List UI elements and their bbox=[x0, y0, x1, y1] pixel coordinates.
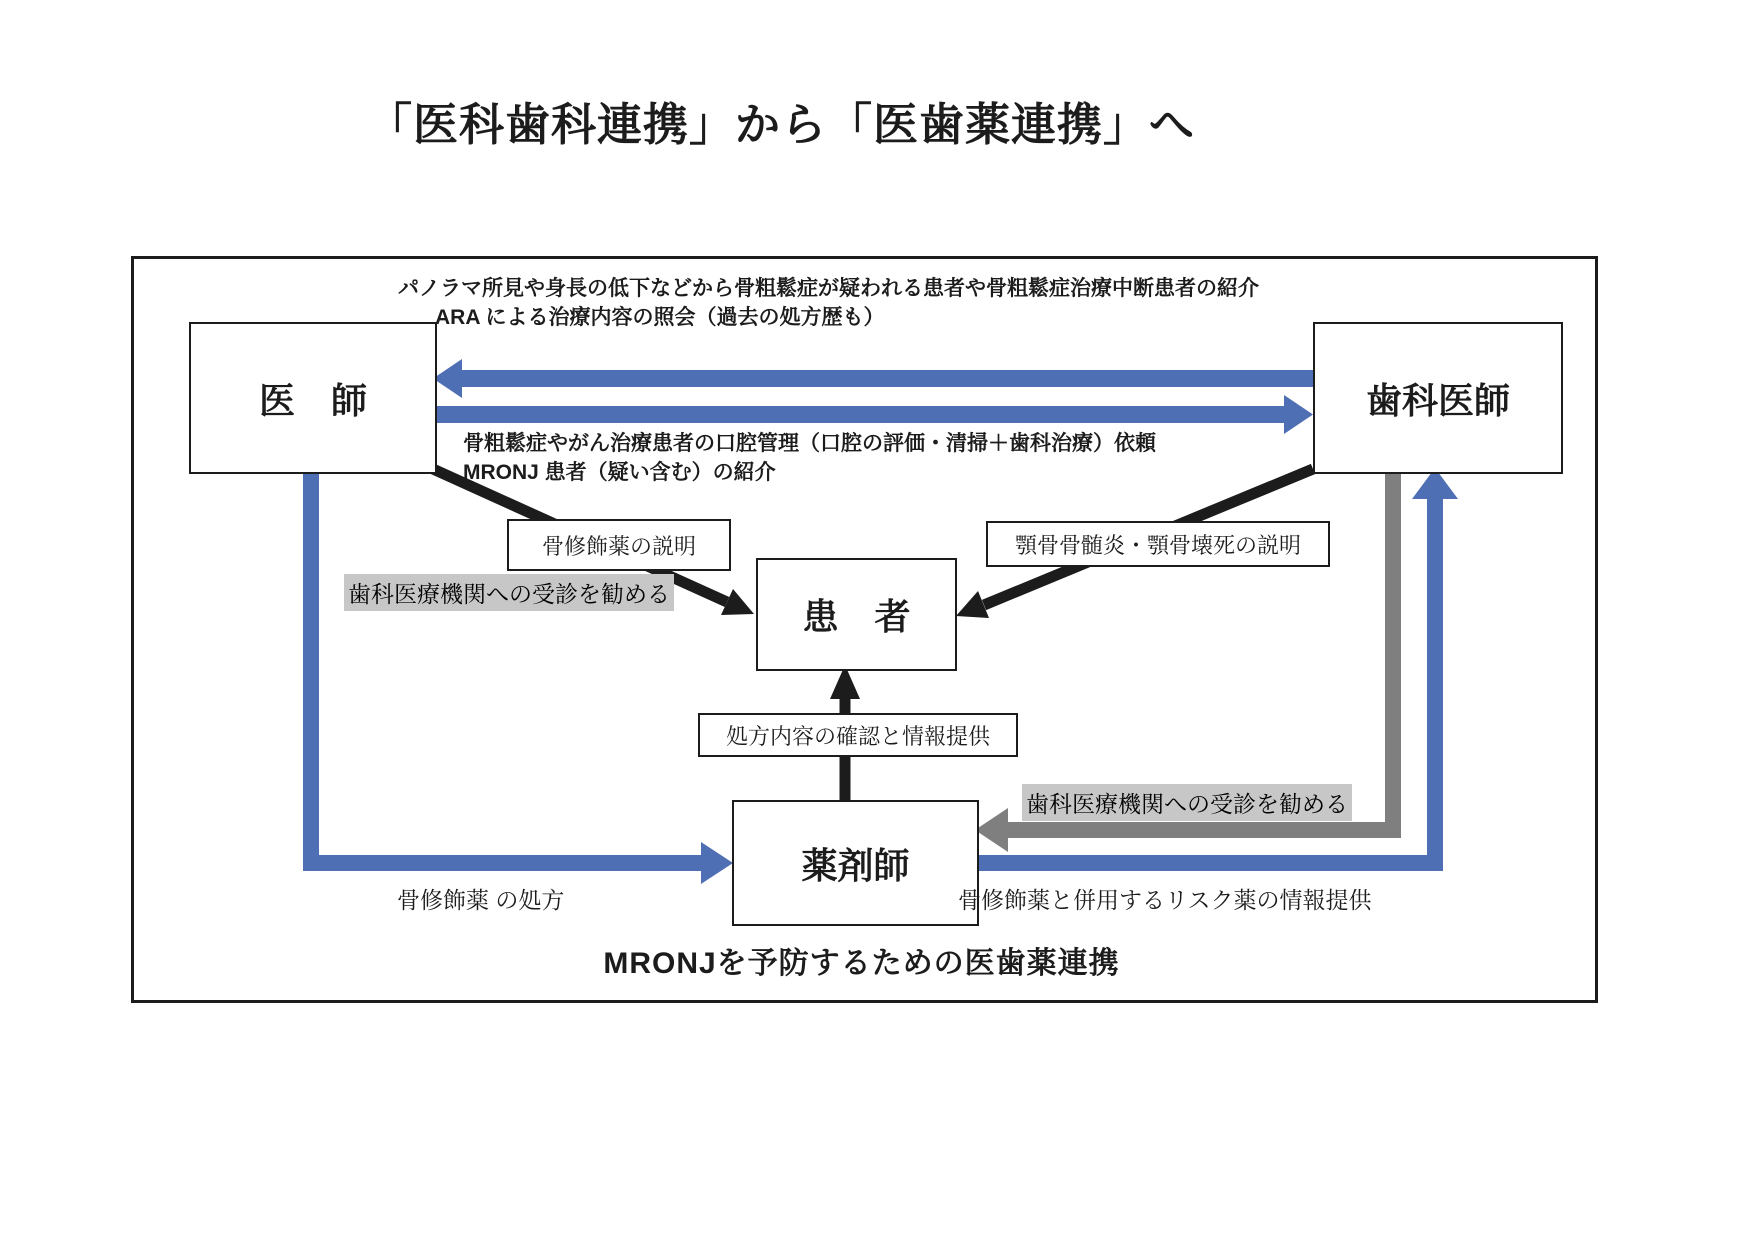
node-patient bbox=[756, 558, 957, 671]
box-bone-drug-explanation-label: 骨修飾薬の説明 bbox=[541, 533, 696, 559]
box-bone-drug-explanation bbox=[507, 519, 731, 571]
box-prescription-check bbox=[698, 713, 1018, 757]
node-patient-label: 患 者 bbox=[802, 596, 911, 637]
arrow-dentist-to-doctor bbox=[433, 359, 1313, 398]
box-prescription-check-label: 処方内容の確認と情報提供 bbox=[725, 723, 990, 749]
label-dentist-to-doctor-line1: パノラマ所見や身長の低下などから骨粗鬆症が疑われる患者や骨粗鬆症治療中断患者の紹介 bbox=[398, 277, 1259, 300]
highlight-recommend-dental-visit-left: 歯科医療機関への受診を勧める bbox=[344, 574, 674, 611]
page-title: 「医科歯科連携」から「医歯薬連携」へ bbox=[366, 99, 1195, 150]
node-dentist bbox=[1313, 322, 1563, 474]
node-pharmacist bbox=[732, 800, 979, 926]
node-pharmacist-label: 薬剤師 bbox=[801, 844, 910, 886]
box-jaw-necrosis-explanation-label: 顎骨骨髄炎・顎骨壊死の説明 bbox=[1014, 532, 1301, 558]
node-dentist-label: 歯科医師 bbox=[1365, 379, 1510, 421]
node-doctor-label: 医 師 bbox=[258, 379, 367, 421]
diagram-caption: MRONJを予防するための医歯薬連携 bbox=[603, 947, 1120, 980]
label-doctor-to-dentist-line1: 骨粗鬆症やがん治療患者の口腔管理（口腔の評価・清掃＋歯科治療）依頼 bbox=[463, 432, 1156, 455]
label-bone-drug-prescription: 骨修飾薬 の処方 bbox=[397, 887, 565, 913]
label-doctor-to-dentist-line2: MRONJ 患者（疑い含む）の紹介 bbox=[463, 461, 776, 484]
label-risk-drug-info: 骨修飾薬と併用するリスク薬の情報提供 bbox=[958, 887, 1372, 913]
label-dentist-to-doctor-line2: ARA による治療内容の照会（過去の処方歴も） bbox=[435, 306, 885, 329]
box-jaw-necrosis-explanation bbox=[986, 521, 1330, 567]
highlight-recommend-dental-visit-right: 歯科医療機関への受診を勧める bbox=[1022, 784, 1352, 821]
node-doctor bbox=[189, 322, 437, 474]
